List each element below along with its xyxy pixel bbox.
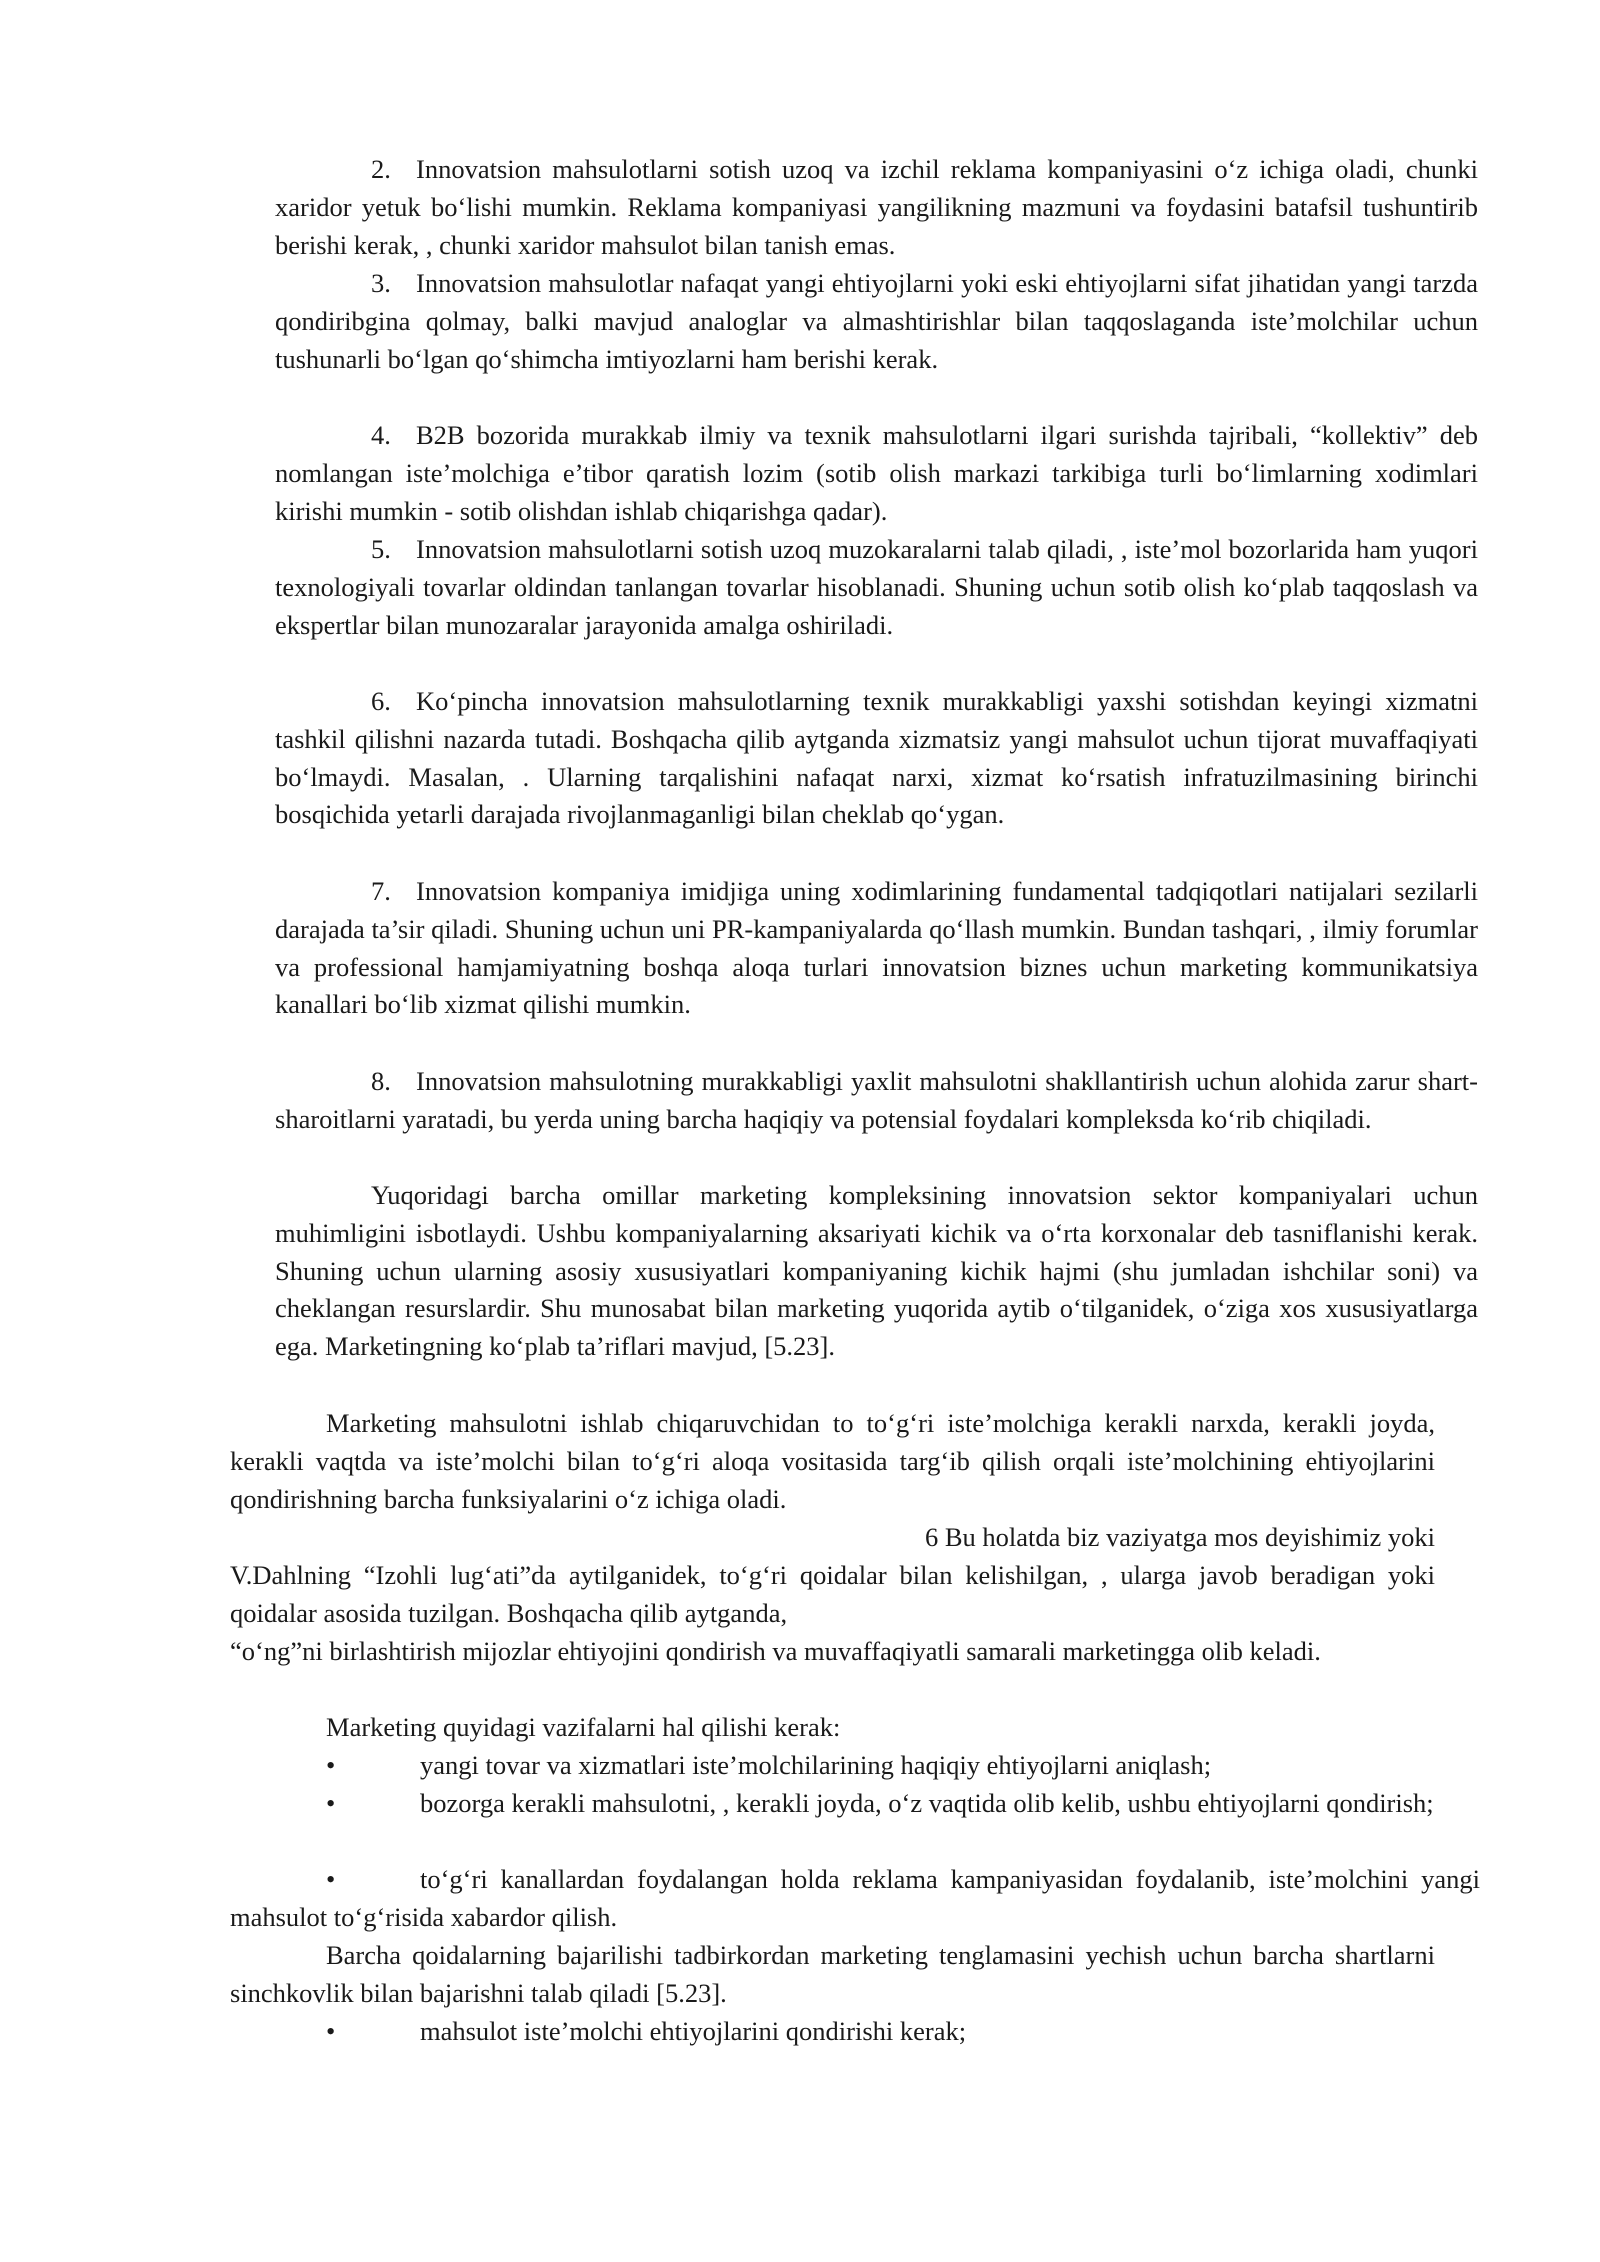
list-item <box>230 1785 1480 1823</box>
list-item <box>275 1063 1478 1139</box>
list-item-text: Ko‘pincha innovatsion mahsulotlarning texnik murakkabligi yaxshi sotishdan keyingi xizmatni tashkil qilishni nazarda tutadi. Boshqacha qilib aytganda xizmatsiz yangi mahsulot uchun tijorat muvaffaqiyati bo‘lmaydi. Masalan, . Ularning tarqalishini nafaqat narxi, xizmat ko‘rsatish infratuzilmasining birinchi bosqichida yetarli darajada rivojlanmaganligi bilan cheklab qo‘ygan. <box>275 686 1478 830</box>
list-item <box>275 873 1478 1024</box>
right-aligned-line: 6 Bu holatda biz vaziyatga mos deyishimiz yoki <box>924 1522 1435 1552</box>
marketing-definition-paragraph: Marketing mahsulotni ishlab chiqaruvchidan to to‘g‘ri iste’molchiga kerakli narxda, kerakli joyda, kerakli vaqtda va iste’molchi bilan to‘g‘ri aloqa vositasida targ‘ib qilish orqali iste’molchining ehtiyojlarini qondirishning barcha funksiyalarini o‘z ichiga oladi. <box>230 1408 1435 1514</box>
list-item-number: 2. <box>371 154 391 184</box>
list-item-text: Innovatsion mahsulotlarni sotish uzoq muzokaralarni talab qiladi, , iste’mol bozorlarida ham yuqori texnologiyali tovarlar oldindan tanlangan tovarlar hisoblanadi. Shuning uchun sotib olish ko‘plab taqqoslash va ekspertlar bilan munozaralar jarayonida amalga oshiriladi. <box>275 534 1478 640</box>
ong-paragraph: “o‘ng”ni birlashtirish mijozlar ehtiyojini qondirish va muvaffaqiyatli samarali marketingga olib keladi. <box>230 1636 1321 1666</box>
list-item <box>275 417 1478 530</box>
list-item-text: to‘g‘ri kanallardan foydalangan holda reklama kampaniyasidan foydalanib, iste’molchini yangi mahsulot to‘g‘risida xabardor qilish. <box>230 1864 1480 1932</box>
bullet-icon: • <box>326 1750 336 1780</box>
list-item-text: Innovatsion kompaniya imidjiga uning xodimlarining fundamental tadqiqotlari natijalari sezilarli darajada ta’sir qiladi. Shuning uchun uni PR-kampaniyalarda qo‘llash mumkin. Bundan tashqari, , ilmiy forumlar va professional hamjamiyatning boshqa aloqa turlari innovatsion biznes uchun marketing kommunikatsiya kanallari bo‘lib xizmat qilishi mumkin. <box>275 876 1478 1020</box>
list-item-number: 7. <box>371 876 391 906</box>
bullet-icon: • <box>326 2016 336 2046</box>
bullet-icon: • <box>326 1864 336 1894</box>
rules-paragraph: Barcha qoidalarning bajarilishi tadbirkordan marketing tenglamasini yechish uchun barcha shartlarni sinchkovlik bilan bajarishni talab qiladi [5.23]. <box>230 1940 1435 2008</box>
list-item-number: 6. <box>371 686 391 716</box>
list-item <box>230 2013 1480 2051</box>
list-item-number: 3. <box>371 268 391 298</box>
list-item-text: Innovatsion mahsulotning murakkabligi yaxlit mahsulotni shakllantirish uchun alohida zarur shart-sharoitlarni yaratadi, bu yerda uning barcha haqiqiy va potensial foydalari kompleksda ko‘rib chiqiladi. <box>275 1066 1478 1134</box>
list-item-number: 5. <box>371 534 391 564</box>
summary-paragraph: Yuqoridagi barcha omillar marketing kompleksining innovatsion sektor kompaniyalari uchun muhimligini isbotlaydi. Ushbu kompaniyalarning aksariyati kichik va o‘rta korxonalar deb tasniflanishi kerak. Shuning uchun ularning asosiy xususiyatlari kompaniyaning kichik hajmi (shu jumladan ishchilar soni) va cheklangan resurslardir. Shu munosabat bilan marketing yuqorida aytib o‘tilganidek, o‘ziga xos xususiyatlarga ega. Marketingning ko‘plab ta’riflari mavjud, [5.23]. <box>275 1180 1478 1362</box>
list-item-text: mahsulot iste’molchi ehtiyojlarini qondirishi kerak; <box>420 2016 967 2046</box>
list-item <box>230 1747 1480 1785</box>
tasks-intro: Marketing quyidagi vazifalarni hal qilishi kerak: <box>326 1712 841 1742</box>
list-item <box>230 1861 1480 1937</box>
list-item <box>275 531 1478 644</box>
dahl-quote-paragraph: V.Dahlning “Izohli lug‘ati”da aytilganidek, to‘g‘ri qoidalar bilan kelishilgan, , ularga javob beradigan yoki qoidalar asosida tuzilgan. Boshqacha qilib aytganda, <box>230 1560 1435 1628</box>
list-item-number: 8. <box>371 1066 391 1096</box>
list-item-text: yangi tovar va xizmatlari iste’molchilarining haqiqiy ehtiyojlarni aniqlash; <box>420 1750 1212 1780</box>
list-item <box>275 151 1478 264</box>
list-item-text: Innovatsion mahsulotlar nafaqat yangi ehtiyojlarni yoki eski ehtiyojlarni sifat jihatidan yangi tarzda qondiribgina qolmay, balki mavjud analoglar va almashtirishlar bilan taqqoslaganda iste’molchilar uchun tushunarli bo‘lgan qo‘shimcha imtiyozlarni ham berishi kerak. <box>275 268 1478 374</box>
list-item-text: bozorga kerakli mahsulotni, , kerakli joyda, o‘z vaqtida olib kelib, ushbu ehtiyojlarni qondirish; <box>420 1788 1434 1818</box>
list-item <box>275 265 1478 378</box>
list-item <box>275 683 1478 834</box>
list-item-number: 4. <box>371 420 391 450</box>
list-item-text: B2B bozorida murakkab ilmiy va texnik mahsulotlarni ilgari surishda tajribali, “kollektiv” deb nomlangan iste’molchiga e’tibor qaratish lozim (sotib olish markazi tarkibiga turli bo‘limlarning xodimlari kirishi mumkin - sotib olishdan ishlab chiqarishga qadar). <box>275 420 1478 526</box>
list-item-text: Innovatsion mahsulotlarni sotish uzoq va izchil reklama kompaniyasini o‘z ichiga oladi, chunki xaridor yetuk bo‘lishi mumkin. Reklama kompaniyasi yangilikning mazmuni va foydasini batafsil tushuntirib berishi kerak, , chunki xaridor mahsulot bilan tanish emas. <box>275 154 1478 260</box>
bullet-icon: • <box>326 1788 336 1818</box>
